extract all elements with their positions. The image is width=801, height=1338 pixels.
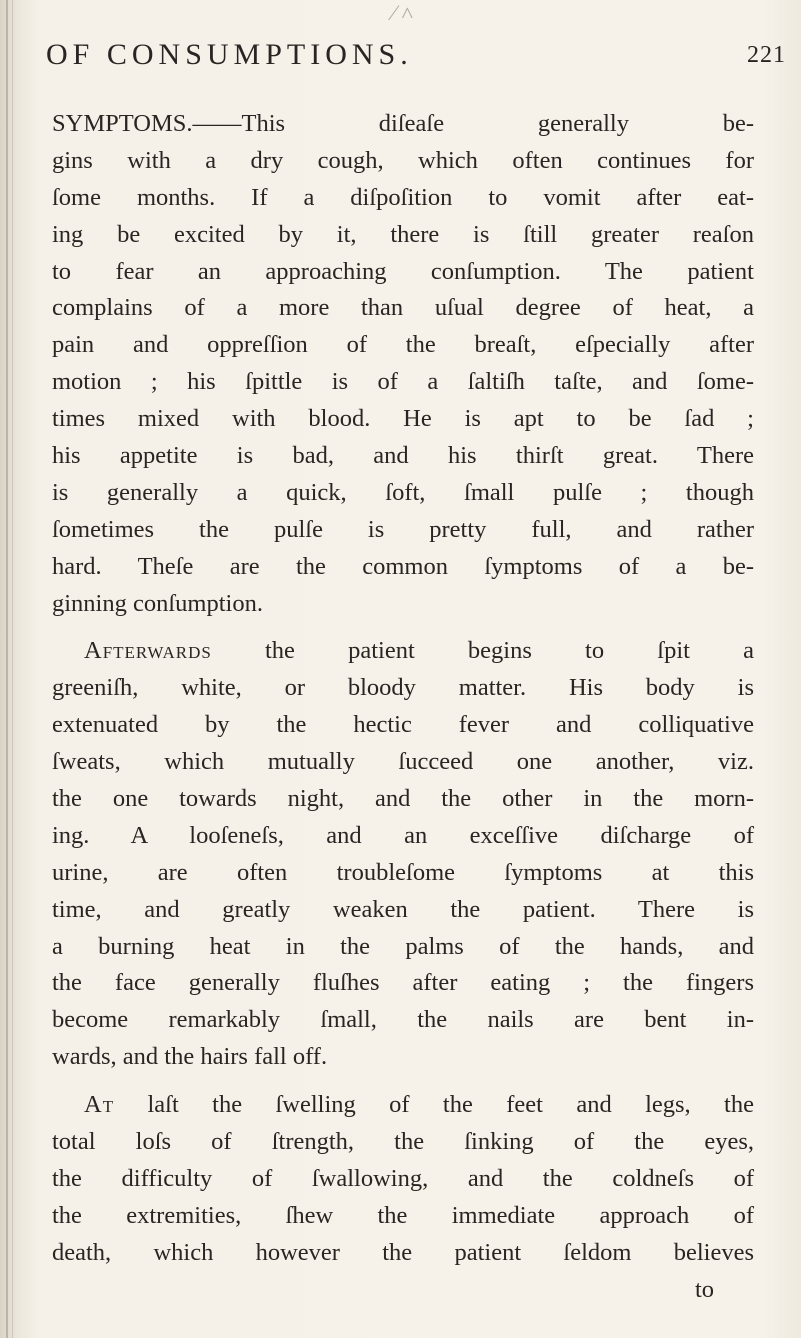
text-line: wards, and the hairs fall off. [52, 1043, 328, 1071]
text-line: ing. A looſeneſs, and an exceſſive diſcharge of [52, 821, 754, 849]
body-text [52, 106, 754, 1309]
catchword: to [694, 1275, 714, 1303]
text-line: ginning conſumption. [52, 589, 263, 617]
text-line: greeniſh, white, or bloody matter. His body is [52, 674, 754, 702]
text-line: time, and greatly weaken the patient. There is [52, 895, 754, 923]
paragraph-afterwards [52, 633, 754, 1076]
text-line: pain and oppreſſion of the breaſt, eſpecially after [52, 331, 754, 359]
text-line: complains of a more than uſual degree of heat, a [52, 294, 754, 322]
text-line: SYMPTOMS.——This diſeaſe generally be- [52, 110, 754, 137]
text-line: his appetite is bad, and his thirſt great. There [52, 442, 754, 470]
text-line: urine, are often troubleſome ſymptoms at this [52, 858, 754, 886]
text-line: Afterwards the patient begins to ſpit a [84, 637, 754, 665]
page-header [46, 38, 786, 88]
gutter-edge [12, 0, 13, 1338]
page-number: 221 [747, 42, 786, 68]
text-line: motion ; his ſpittle is of a ſaltiſh taſte, and ſome- [52, 368, 754, 396]
text-line: death, which however the patient ſeldom believes [52, 1238, 754, 1266]
text-line: the face generally fluſhes after eating ; the fingers [52, 969, 754, 997]
gutter-shadow [6, 0, 8, 1338]
running-head: OF CONSUMPTIONS. [46, 38, 413, 71]
text-line: hard. Theſe are the common ſymptoms of a be- [52, 552, 754, 580]
text-line: ſome months. If a diſpoſition to vomit after eat- [52, 183, 754, 211]
text-line: total loſs of ſtrength, the ſinking of the eyes, [52, 1128, 754, 1156]
ink-bleed-mark: ⁄ ˄ [392, 0, 414, 25]
text-line: is generally a quick, ſoft, ſmall pulſe ; though [52, 478, 754, 506]
text-line: ing be excited by it, there is ſtill greater reaſon [52, 220, 754, 248]
text-line: ſometimes the pulſe is pretty full, and rather [52, 515, 754, 543]
paragraph-at-last [52, 1087, 754, 1271]
text-line: the difficulty of ſwallowing, and the coldneſs of [52, 1164, 754, 1192]
text-line: ſweats, which mutually ſucceed one another, viz. [52, 748, 754, 776]
text-line: At laſt the ſwelling of the feet and legs, the [84, 1091, 754, 1119]
text-line: gins with a dry cough, which often continues for [52, 146, 754, 174]
text-line: the one towards night, and the other in the morn- [52, 785, 754, 813]
text-line: times mixed with blood. He is apt to be ſad ; [52, 405, 754, 433]
paragraph-symptoms [52, 106, 754, 622]
text-line: a burning heat in the palms of the hands, and [52, 932, 754, 960]
text-line: become remarkably ſmall, the nails are bent in- [52, 1006, 754, 1034]
text-line: extenuated by the hectic fever and colliquative [52, 711, 754, 739]
text-line: the extremities, ſhew the immediate approach of [52, 1201, 754, 1229]
text-line: to fear an approaching conſumption. The patient [52, 257, 754, 285]
